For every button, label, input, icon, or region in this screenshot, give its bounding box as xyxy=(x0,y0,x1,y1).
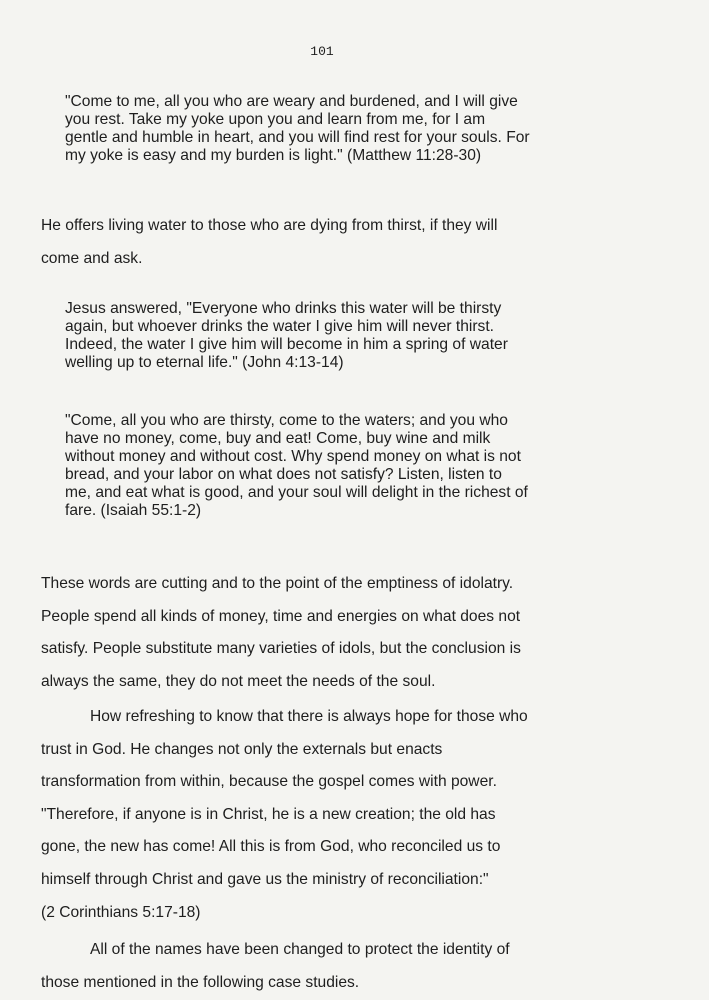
body-line: satisfy. People substitute many varieties of idols, but the conclusion is xyxy=(41,640,521,658)
quote-line: gentle and humble in heart, and you will find rest for your souls. For xyxy=(65,129,530,146)
quote-line: welling up to eternal life." (John 4:13-14) xyxy=(65,354,344,371)
body-line: (2 Corinthians 5:17-18) xyxy=(41,903,201,921)
quote-line: my yoke is easy and my burden is light." (Matthew 11:28-30) xyxy=(65,147,482,164)
body-line: trust in God. He changes not only the externals but enacts xyxy=(41,740,443,758)
quote-line: have no money, come, buy and eat! Come, buy wine and milk xyxy=(65,430,491,447)
paragraph-idolatry xyxy=(41,568,681,698)
body-line: All of the names have been changed to protect the identity of xyxy=(90,941,510,958)
quote-line: Indeed, the water I give him will become in him a spring of water xyxy=(65,336,508,353)
quote-line: fare. (Isaiah 55:1-2) xyxy=(65,502,202,519)
quote-line: you rest. Take my yoke upon you and learn from me, for I am xyxy=(65,111,486,128)
body-line: always the same, they do not meet the needs of the soul. xyxy=(41,672,436,690)
quote-line: bread, and your labor on what does not satisfy? Listen, listen to xyxy=(65,466,502,483)
body-line: himself through Christ and gave us the ministry of reconciliation:" xyxy=(41,870,489,888)
paragraph-names-changed xyxy=(41,934,681,999)
quote-line: Jesus answered, "Everyone who drinks this water will be thirsty xyxy=(65,300,502,317)
page-number: 101 xyxy=(310,44,334,59)
block-quote-isaiah xyxy=(65,412,675,520)
quote-line: again, but whoever drinks the water I give him will never thirst. xyxy=(65,318,495,335)
body-line: those mentioned in the following case studies. xyxy=(41,973,360,991)
body-line: transformation from within, because the gospel comes with power. xyxy=(41,773,497,791)
quote-line: "Come, all you who are thirsty, come to the waters; and you who xyxy=(65,412,508,429)
quote-line: without money and without cost. Why spend money on what is not xyxy=(65,448,521,465)
block-quote-matthew xyxy=(65,93,675,165)
body-line: These words are cutting and to the point of the emptiness of idolatry. xyxy=(41,575,514,592)
body-line: "Therefore, if anyone is in Christ, he is a new creation; the old has xyxy=(41,805,496,823)
paragraph-hope xyxy=(41,701,681,929)
body-line: come and ask. xyxy=(41,249,143,267)
body-line: He offers living water to those who are dying from thirst, if they will xyxy=(41,217,498,234)
body-line: How refreshing to know that there is always hope for those who xyxy=(90,708,528,725)
body-line: People spend all kinds of money, time and energies on what does not xyxy=(41,607,521,625)
body-line: gone, the new has come! All this is from God, who reconciled us to xyxy=(41,838,501,856)
block-quote-john xyxy=(65,300,675,372)
paragraph-living-water xyxy=(41,210,681,275)
quote-line: "Come to me, all you who are weary and burdened, and I will give xyxy=(65,93,518,110)
quote-line: me, and eat what is good, and your soul will delight in the richest of xyxy=(65,484,528,501)
